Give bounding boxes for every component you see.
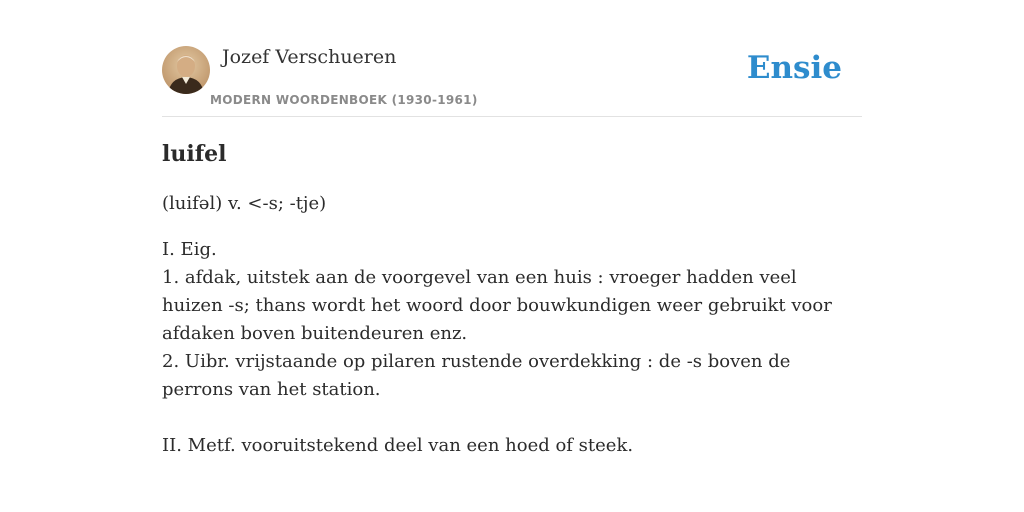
sense-heading: I. Eig. [162,239,217,260]
sense-item: II. Metf. vooruitstekend deel van een hoed of steek. [162,435,634,456]
brand-logo[interactable]: Ensie [746,50,842,86]
sense-item: 1. afdak, uitstek aan de voorgevel van een huis : vroeger hadden veel huizen -s; thans wordt het woord door bouwkundigen weer gebruikt voor afdaken boven buitendeuren enz. [162,267,832,344]
entry-header [162,44,862,117]
author-name[interactable]: Jozef Verschueren [222,46,397,68]
source-label[interactable]: MODERN WOORDENBOEK (1930-1961) [210,93,478,107]
author-portrait-icon [162,46,210,94]
avatar[interactable] [162,46,210,94]
entry-content [162,138,862,460]
pronunciation: (luifəl) v. <-s; -tje) [162,193,327,214]
page-title: luifel [162,141,227,167]
definitions [162,236,862,460]
sense-item: 2. Uibr. vrijstaande op pilaren rustende overdekking : de -s boven de perrons van het station. [162,351,791,400]
sense-spacer [162,404,862,432]
